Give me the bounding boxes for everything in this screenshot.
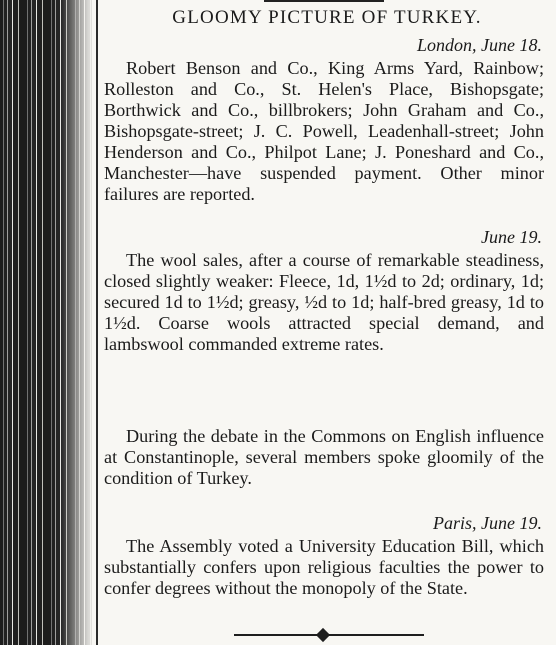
paragraph-assembly: The Assembly voted a University Education Bill, which substantially confers upon religious faculties the power to confer degrees without the monopoly of the State. [104, 536, 544, 598]
article-column [104, 0, 550, 645]
top-rule [264, 0, 384, 2]
binding-fade [60, 0, 100, 645]
article-title: GLOOMY PICTURE OF TURKEY. [172, 7, 482, 28]
paragraph-wool-sales: The wool sales, after a course of remarkable steadiness, closed slightly weaker: Fleece, 1d, 1½d to 2d; ordinary, 1d; secured 1d to 1½d; greasy, ½d to 1d; half-bred greasy, 1d to 1½d. Coarse wools attracted special demand, and lambswool commanded extreme rates. [104, 250, 544, 354]
bottom-ornament [316, 628, 330, 642]
column-rule [96, 0, 98, 645]
dateline-june-19: June 19. [481, 227, 542, 247]
paragraph-failures: Robert Benson and Co., King Arms Yard, Rainbow; Rolleston and Co., St. Helen's Place, Bishopsgate; Borthwick and Co., billbrokers; John Graham and Co., Bishopsgate-street; J. C. Powell, Leadenhall-street; John Henderson and Co., Philpot Lane; J. Poneshard and Co., Manchester—have suspended payment. Other minor failures are reported. [104, 58, 544, 204]
paragraph-commons-debate: During the debate in the Commons on English influence at Constantinople, several members spoke gloomily of the condition of Turkey. [104, 426, 544, 488]
dateline-paris: Paris, June 19. [433, 513, 542, 533]
dateline-london: London, June 18. [417, 35, 542, 55]
